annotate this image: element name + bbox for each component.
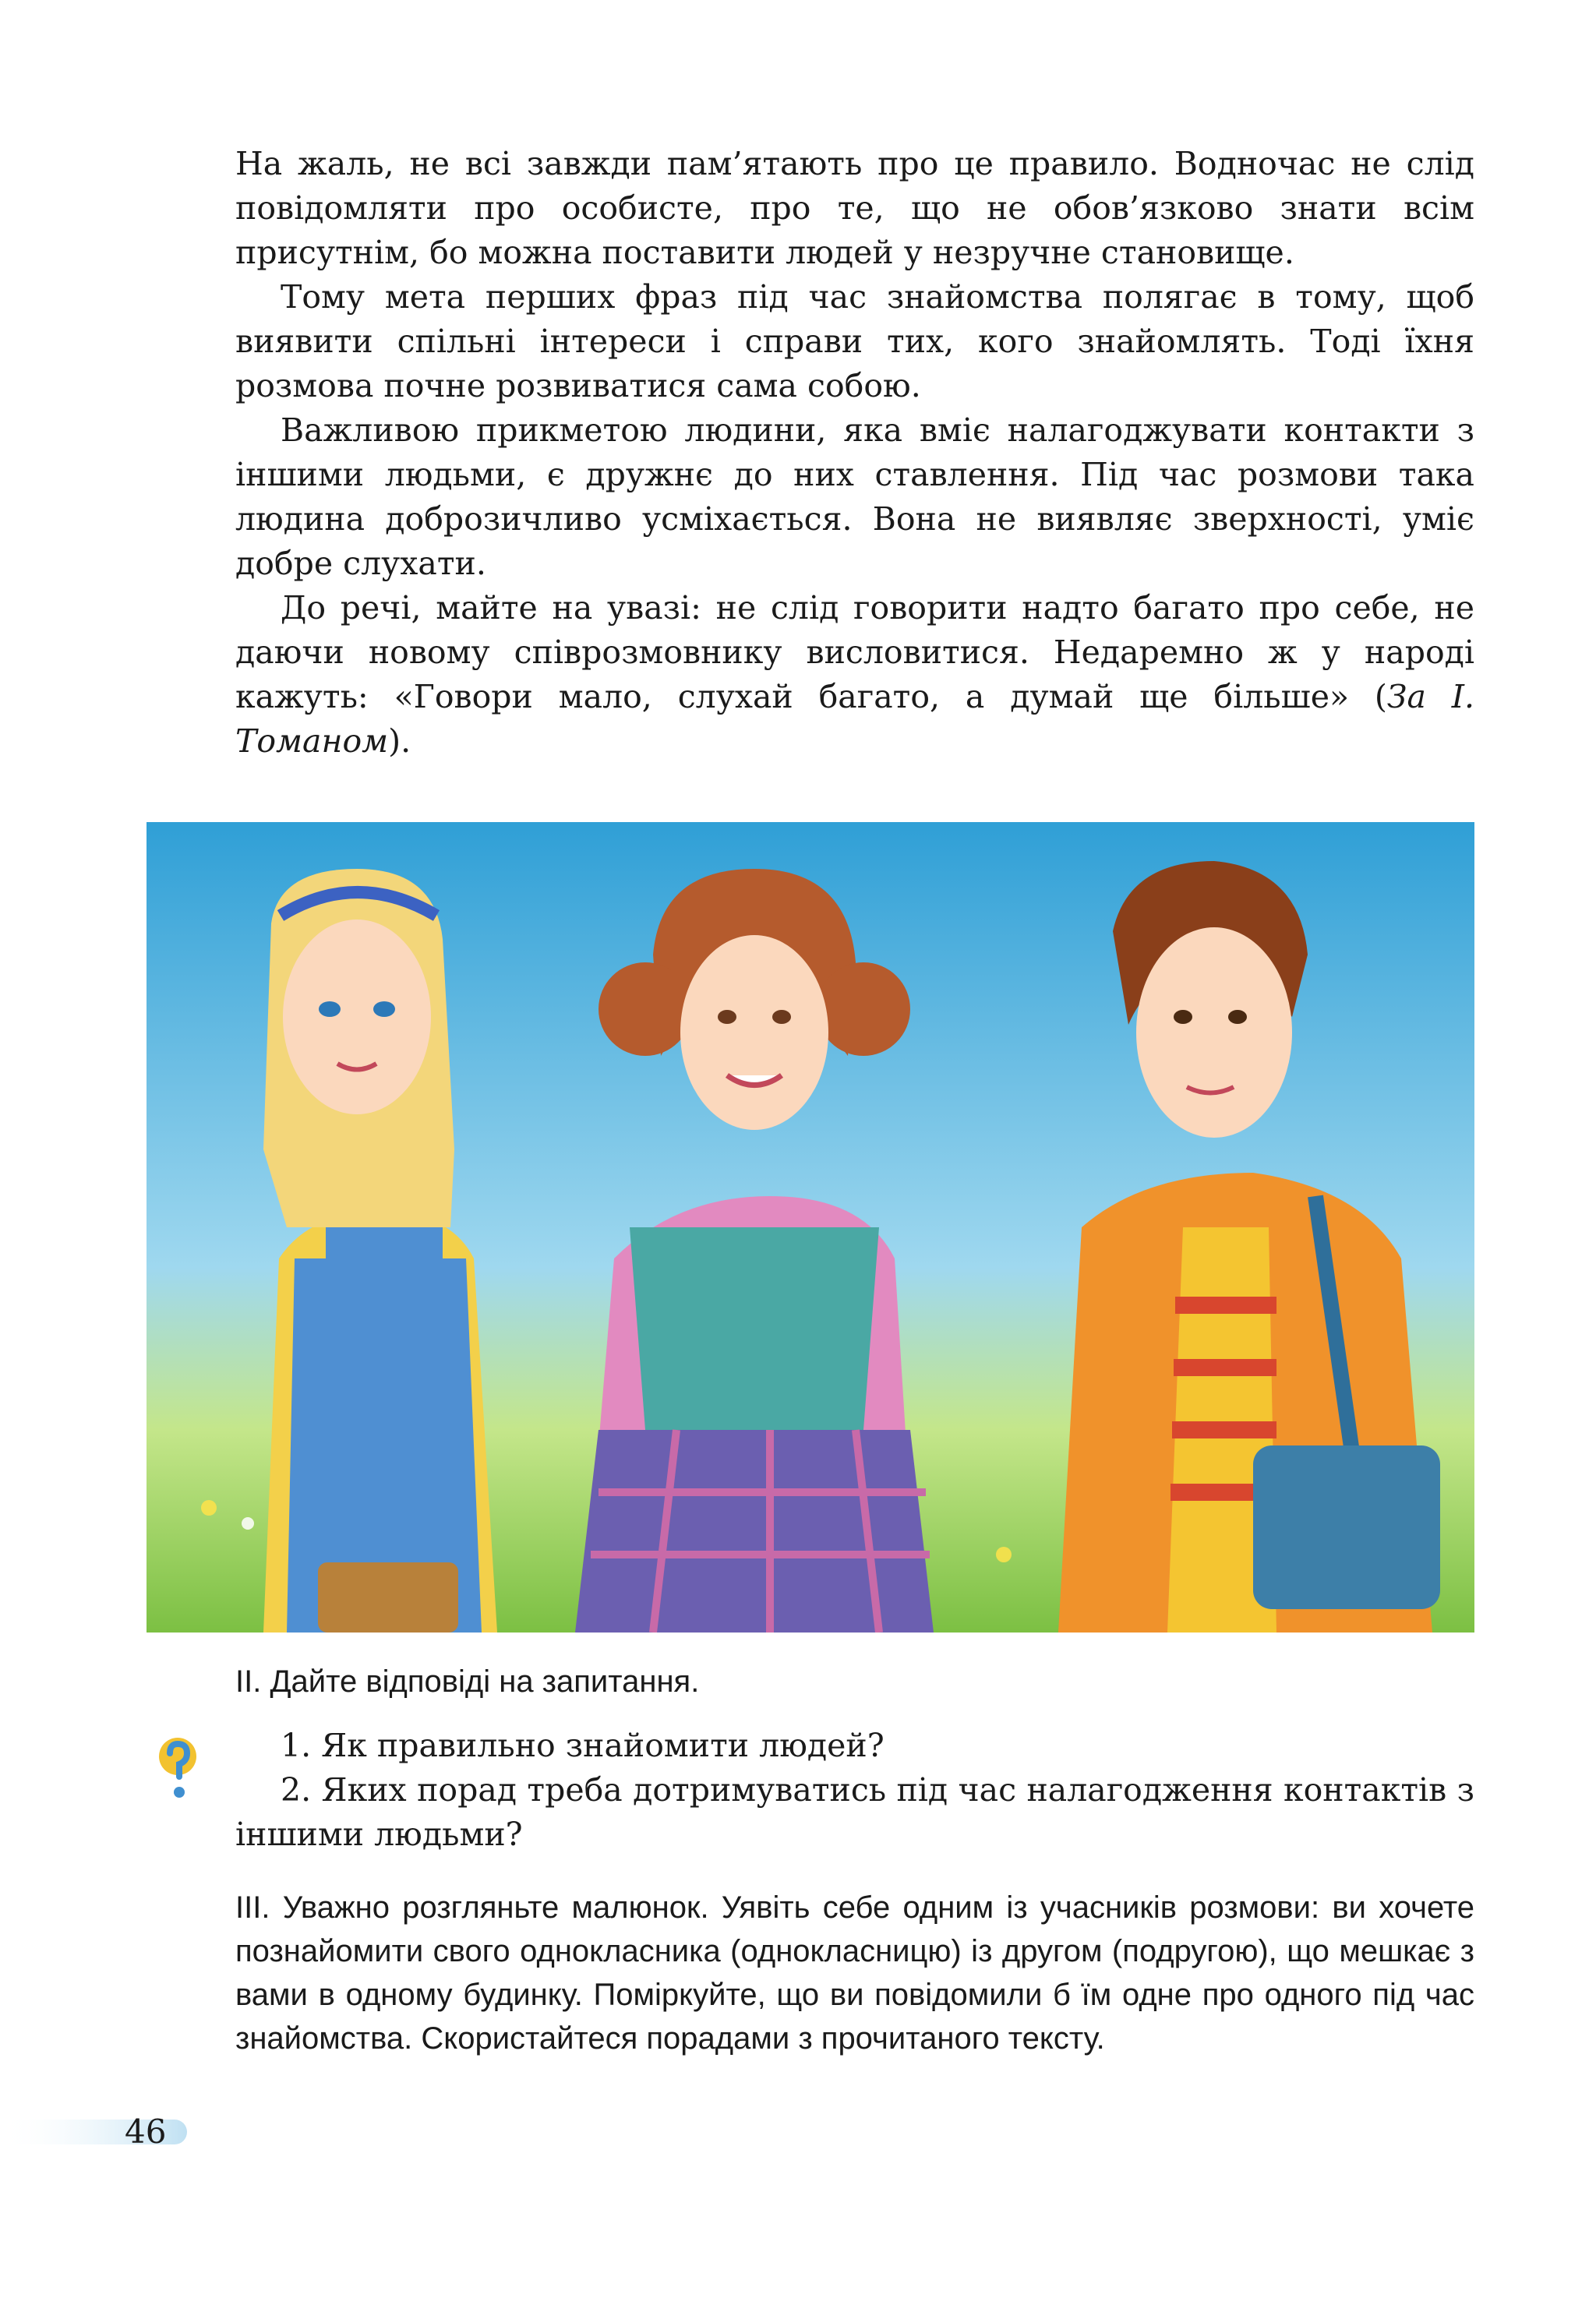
- paragraph-2: Тому мета перших фраз під час знайомства полягає в тому, щоб виявити спільні інтереси і справи тих, кого знайомлять. Тоді їхня розмова почне розвиватися сама собою.: [235, 278, 1474, 404]
- paragraph-1: На жаль, не всі завжди пам’ятають про це правило. Водночас не слід повідомляти про особисте, про те, що не обов’язково знати всім присутнім, бо можна поставити людей у незручне становище.: [235, 145, 1474, 271]
- girl-middle: [575, 869, 934, 1633]
- question-mark-icon: [153, 1730, 203, 1816]
- paragraph-4-main: До речі, майте на увазі: не слід говорити надто багато про себе, не даючи новому співрозмовнику висловитися. Недаремно ж у народі кажуть: «Говори мало, слухай багато, а думай ще більше» (: [235, 589, 1474, 715]
- task-3-text: ІІІ. Уважно розгляньте малюнок. Уявіть себе одним із учасників розмови: ви хочете познайомити свого однокласника (однокласницю) із другом (подругою), що мешкає з вами в одному будинку. Поміркуйте, що ви повідомили б їм одне про одного під час знайомства. Скористайтеся порадами з прочитаного тексту.: [235, 1890, 1474, 2056]
- task-2-heading: ІІ. Дайте відповіді на запитання.: [235, 1664, 700, 1699]
- illustration-three-friends: [147, 822, 1474, 1633]
- question-2: 2. Яких порад треба дотримуватись під час налагодження контактів з іншими людьми?: [235, 1771, 1474, 1853]
- page-number: 46: [125, 2113, 167, 2151]
- body-text: [235, 142, 1474, 764]
- question-1: 1. Як правильно знайомити людей?: [281, 1727, 885, 1764]
- paragraph-4: [235, 586, 1474, 764]
- paragraph-3: Важливою прикметою людини, яка вміє налагоджувати контакти з іншими людьми, є дружнє до них ставлення. Під час розмови така людина доброзичливо усміхається. Вона не виявляє зверхності, уміє добре слухати.: [235, 411, 1474, 582]
- source-attribution: За І. Томаном: [235, 678, 1475, 760]
- task-2-questions: [235, 1724, 1474, 1857]
- paragraph-4-end: ).: [388, 722, 411, 760]
